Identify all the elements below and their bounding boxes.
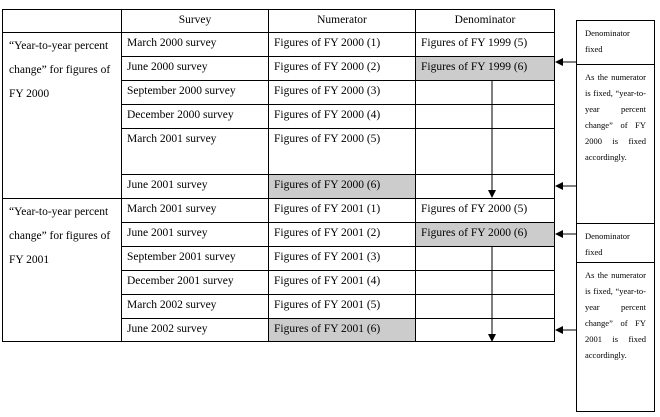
denominator-cell-fixed: Figures of FY 1999 (6): [415, 56, 555, 81]
numerator-cell: Figures of FY 2001 (3): [268, 246, 416, 271]
note-fy2000-denominator-fixed: Denominator fixed: [576, 20, 655, 65]
note-fy2001-denominator-fixed: Denominator fixed: [576, 223, 655, 263]
numerator-cell: Figures of FY 2001 (4): [268, 270, 416, 295]
numerator-cell: Figures of FY 2000 (3): [268, 80, 416, 105]
survey-cell: September 2000 survey: [121, 80, 269, 105]
survey-cell: June 2001 survey: [121, 222, 269, 247]
survey-cell: March 2000 survey: [121, 32, 269, 57]
survey-cell: June 2000 survey: [121, 56, 269, 81]
note-fy2000-numerator-fixed: As the numerator is fixed, “year-to-year percent change” of FY 2000 is fixed accordingly.: [576, 64, 655, 224]
survey-cell: June 2002 survey: [121, 318, 269, 342]
numerator-cell: Figures of FY 2001 (2): [268, 222, 416, 247]
header-survey: Survey: [121, 9, 269, 33]
header-denominator: Denominator: [415, 9, 555, 33]
denominator-cell: Figures of FY 2000 (5): [415, 198, 555, 223]
numerator-cell: Figures of FY 2000 (5): [268, 128, 416, 175]
group-label-fy2001: “Year-to-year percent change” for figures of FY 2001: [2, 198, 122, 342]
survey-cell: June 2001 survey: [121, 174, 269, 199]
numerator-cell: Figures of FY 2001 (5): [268, 294, 416, 319]
note-fy2001-numerator-fixed: As the numerator is fixed, “year-to-year percent change” of FY 2001 is fixed accordingly.: [576, 262, 655, 412]
survey-cell: March 2002 survey: [121, 294, 269, 319]
survey-cell: September 2001 survey: [121, 246, 269, 271]
group-label-fy2000: “Year-to-year percent change” for figures of FY 2000: [2, 32, 122, 199]
numerator-cell-fixed: Figures of FY 2000 (6): [268, 174, 416, 199]
numerator-cell: Figures of FY 2001 (1): [268, 198, 416, 223]
header-numerator: Numerator: [268, 9, 416, 33]
numerator-cell: Figures of FY 2000 (4): [268, 104, 416, 129]
survey-cell: March 2001 survey: [121, 198, 269, 223]
survey-cell: December 2001 survey: [121, 270, 269, 295]
numerator-cell: Figures of FY 2000 (1): [268, 32, 416, 57]
numerator-cell: Figures of FY 2000 (2): [268, 56, 416, 81]
numerator-cell-fixed: Figures of FY 2001 (6): [268, 318, 416, 342]
denominator-cell-fixed: Figures of FY 2000 (6): [415, 222, 555, 247]
survey-cell: December 2000 survey: [121, 104, 269, 129]
survey-cell: March 2001 survey: [121, 128, 269, 175]
denominator-cell: Figures of FY 1999 (5): [415, 32, 555, 57]
